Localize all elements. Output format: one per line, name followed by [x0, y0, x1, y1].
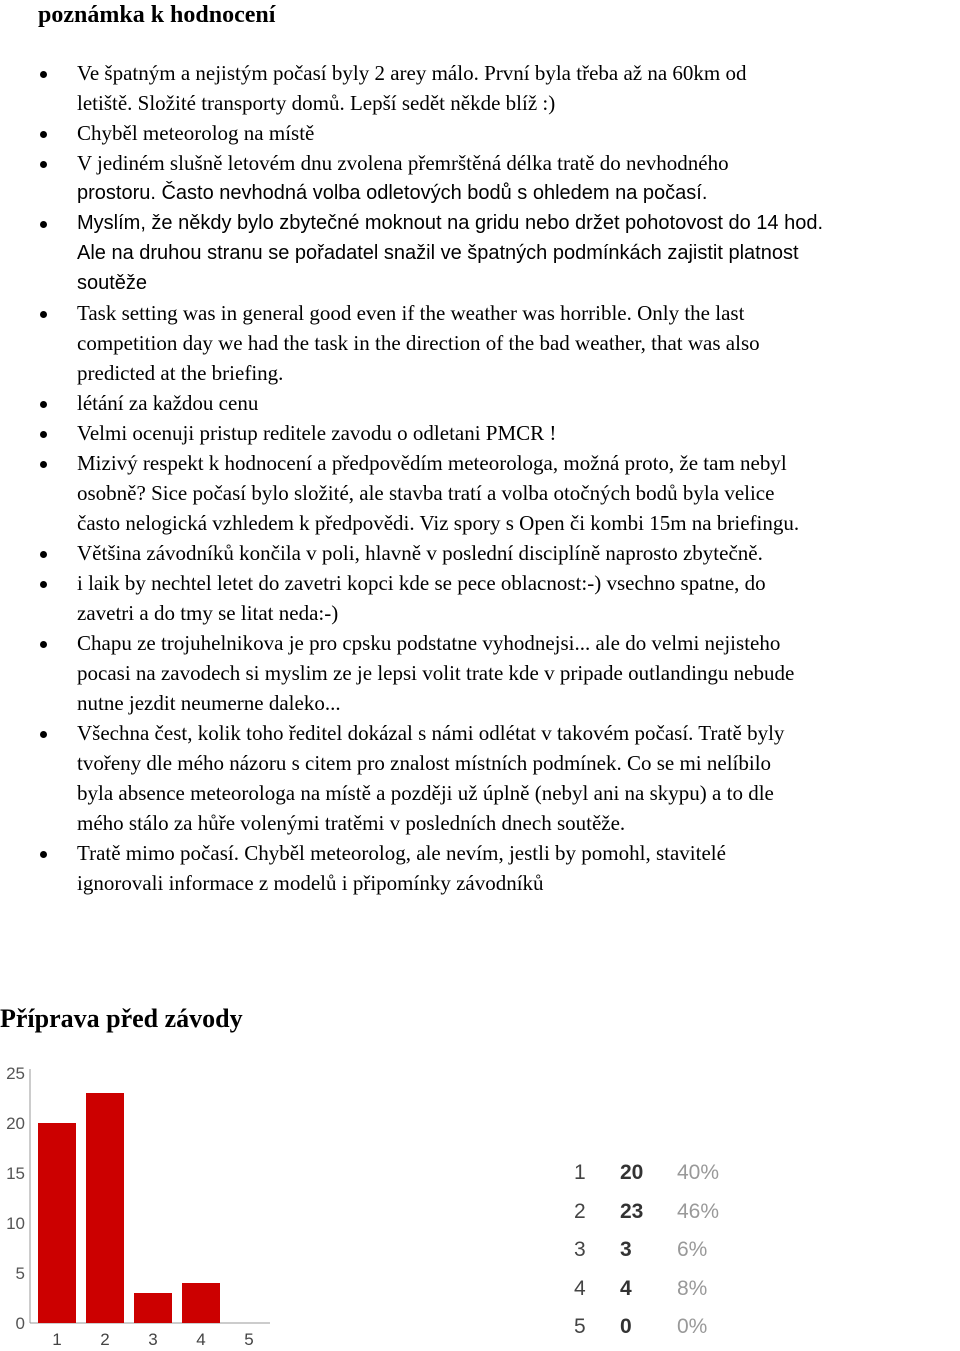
option-number: 4 [574, 1276, 586, 1300]
y-tick-label: 0 [15, 1314, 25, 1333]
summary-row [566, 1235, 746, 1274]
comment-line: byla absence meteorologa na místě a později už úplně (nebyl ani na skypu) a to dle [77, 781, 774, 805]
comment-line: Většina závodníků končila v poli, hlavně v poslední disciplíně naprosto zbytečně. [77, 541, 763, 565]
vote-count: 0 [620, 1315, 632, 1339]
comment-item [0, 418, 960, 448]
comment-item [0, 838, 960, 898]
x-tick-label: 5 [244, 1330, 254, 1349]
bullet-icon [40, 71, 47, 78]
comment-item [0, 718, 960, 838]
comment-item [0, 298, 960, 388]
comment-item [0, 58, 960, 118]
y-tick-label: 20 [6, 1114, 25, 1133]
option-number: 5 [574, 1315, 586, 1339]
vote-count: 20 [620, 1161, 644, 1184]
bullet-icon [40, 851, 47, 858]
x-tick-label: 3 [148, 1330, 158, 1349]
y-tick-label: 15 [6, 1164, 25, 1183]
comment-line: i laik by nechtel letet do zavetri kopci kde se pece oblacnost:-) vsechno spatne, do [77, 571, 766, 595]
bullet-icon [40, 731, 47, 738]
comment-line: competition day we had the task in the direction of the bad weather, that was also [77, 331, 760, 355]
comment-line: Velmi ocenuji pristup reditele zavodu o odletani PMCR ! [77, 421, 557, 445]
comment-item [0, 118, 960, 148]
option-number: 2 [574, 1199, 586, 1223]
bullet-icon [40, 311, 47, 318]
comment-item [0, 568, 960, 628]
y-tick-label: 5 [15, 1264, 25, 1283]
bullet-icon [40, 431, 47, 438]
bullet-icon [40, 401, 47, 408]
bullet-icon [40, 161, 47, 168]
comment-list [0, 58, 960, 898]
comment-line: prostoru. Často nevhodná volba odletových bodů s ohledem na počasí. [77, 182, 708, 204]
comment-line: Chapu ze trojuhelnikova je pro cpsku podstatne vyhodnejsi... ale do velmi nejisteho [77, 631, 781, 655]
summary-row [566, 1312, 746, 1351]
comment-line: V jediném slušně letovém dnu zvolena přemrštěná délka tratě do nevhodného [77, 151, 729, 175]
comment-line: často nelogická vzhledem k předpovědi. Viz spory s Open či kombi 15m na briefingu. [77, 511, 800, 535]
summary-row [566, 1197, 746, 1236]
summary-row [566, 1158, 746, 1197]
comment-line: Ve špatným a nejistým počasí byly 2 arey málo. První byla třeba až na 60km od [77, 61, 747, 85]
bar [182, 1283, 220, 1323]
option-number: 1 [574, 1161, 586, 1184]
bullet-icon [40, 581, 47, 588]
bar [38, 1123, 76, 1323]
y-tick-label: 25 [6, 1064, 25, 1083]
comment-line: zavetri a do tmy se litat neda:-) [77, 601, 339, 625]
comment-line: mého stálo za hůře volenými tratěmi v posledních dnech soutěže. [77, 811, 626, 835]
comment-item [0, 448, 960, 538]
results-bar-chart [0, 1060, 280, 1350]
x-tick-label: 4 [196, 1330, 206, 1349]
comment-item [0, 628, 960, 718]
comment-line: nutne jezdit neumerne daleko... [77, 691, 341, 715]
vote-percent: 0% [677, 1315, 708, 1339]
comment-line: Všechna čest, kolik toho ředitel dokázal s námi odlétat v takovém počasí. Tratě byly [77, 721, 785, 745]
bullet-icon [40, 131, 47, 138]
section-title: Příprava před závody [0, 1004, 243, 1033]
bar [86, 1093, 124, 1323]
x-tick-label: 1 [52, 1330, 62, 1349]
comment-item [0, 148, 960, 208]
results-summary-table [566, 1158, 746, 1351]
bullet-icon [40, 221, 47, 228]
comment-line: ignorovali informace z modelů i připomínky závodníků [77, 871, 544, 895]
y-tick-label: 10 [6, 1214, 25, 1233]
vote-percent: 46% [677, 1199, 720, 1223]
comment-item [0, 208, 960, 298]
comment-line: Myslím, že někdy bylo zbytečné moknout na gridu nebo držet pohotovost do 14 hod. [77, 212, 823, 234]
comment-line: soutěže [77, 272, 148, 294]
comment-line: Chyběl meteorolog na místě [77, 121, 315, 145]
comment-item [0, 538, 960, 568]
comment-line: Ale na druhou stranu se pořadatel snažil ve špatných podmínkách zajistit platnost [77, 242, 799, 264]
comment-line: letiště. Složité transporty domů. Lepší sedět někde blíž :) [77, 91, 556, 115]
comment-line: Mizivý respekt k hodnocení a předpovědím meteorologa, možná proto, že tam nebyl [77, 451, 787, 475]
comment-line: Task setting was in general good even if the weather was horrible. Only the last [77, 301, 745, 325]
vote-percent: 6% [677, 1238, 708, 1262]
comment-line: osobně? Sice počasí bylo složité, ale stavba tratí a volba otočných bodů byla velice [77, 481, 775, 505]
vote-percent: 40% [677, 1161, 720, 1184]
bullet-icon [40, 641, 47, 648]
comment-item [0, 388, 960, 418]
bullet-icon [40, 551, 47, 558]
comment-line: pocasi na zavodech si myslim ze je lepsi volit trate kde v pripade outlandingu nebude [77, 661, 795, 685]
x-tick-label: 2 [100, 1330, 110, 1349]
vote-count: 3 [620, 1238, 632, 1262]
comment-line: létání za každou cenu [77, 391, 259, 415]
comment-line: Tratě mimo počasí. Chyběl meteorolog, ale nevím, jestli by pomohl, stavitelé [77, 841, 726, 865]
comment-line: tvořeny dle mého názoru s citem pro znalost místních podmínek. Co se mi nelíbilo [77, 751, 772, 775]
bar [134, 1293, 172, 1323]
summary-row [566, 1274, 746, 1313]
comment-line: predicted at the briefing. [77, 361, 284, 385]
vote-percent: 8% [677, 1276, 708, 1300]
comments-heading: poznámka k hodnocení [38, 2, 276, 28]
vote-count: 23 [620, 1199, 644, 1223]
vote-count: 4 [620, 1276, 632, 1300]
bullet-icon [40, 461, 47, 468]
option-number: 3 [574, 1238, 586, 1262]
